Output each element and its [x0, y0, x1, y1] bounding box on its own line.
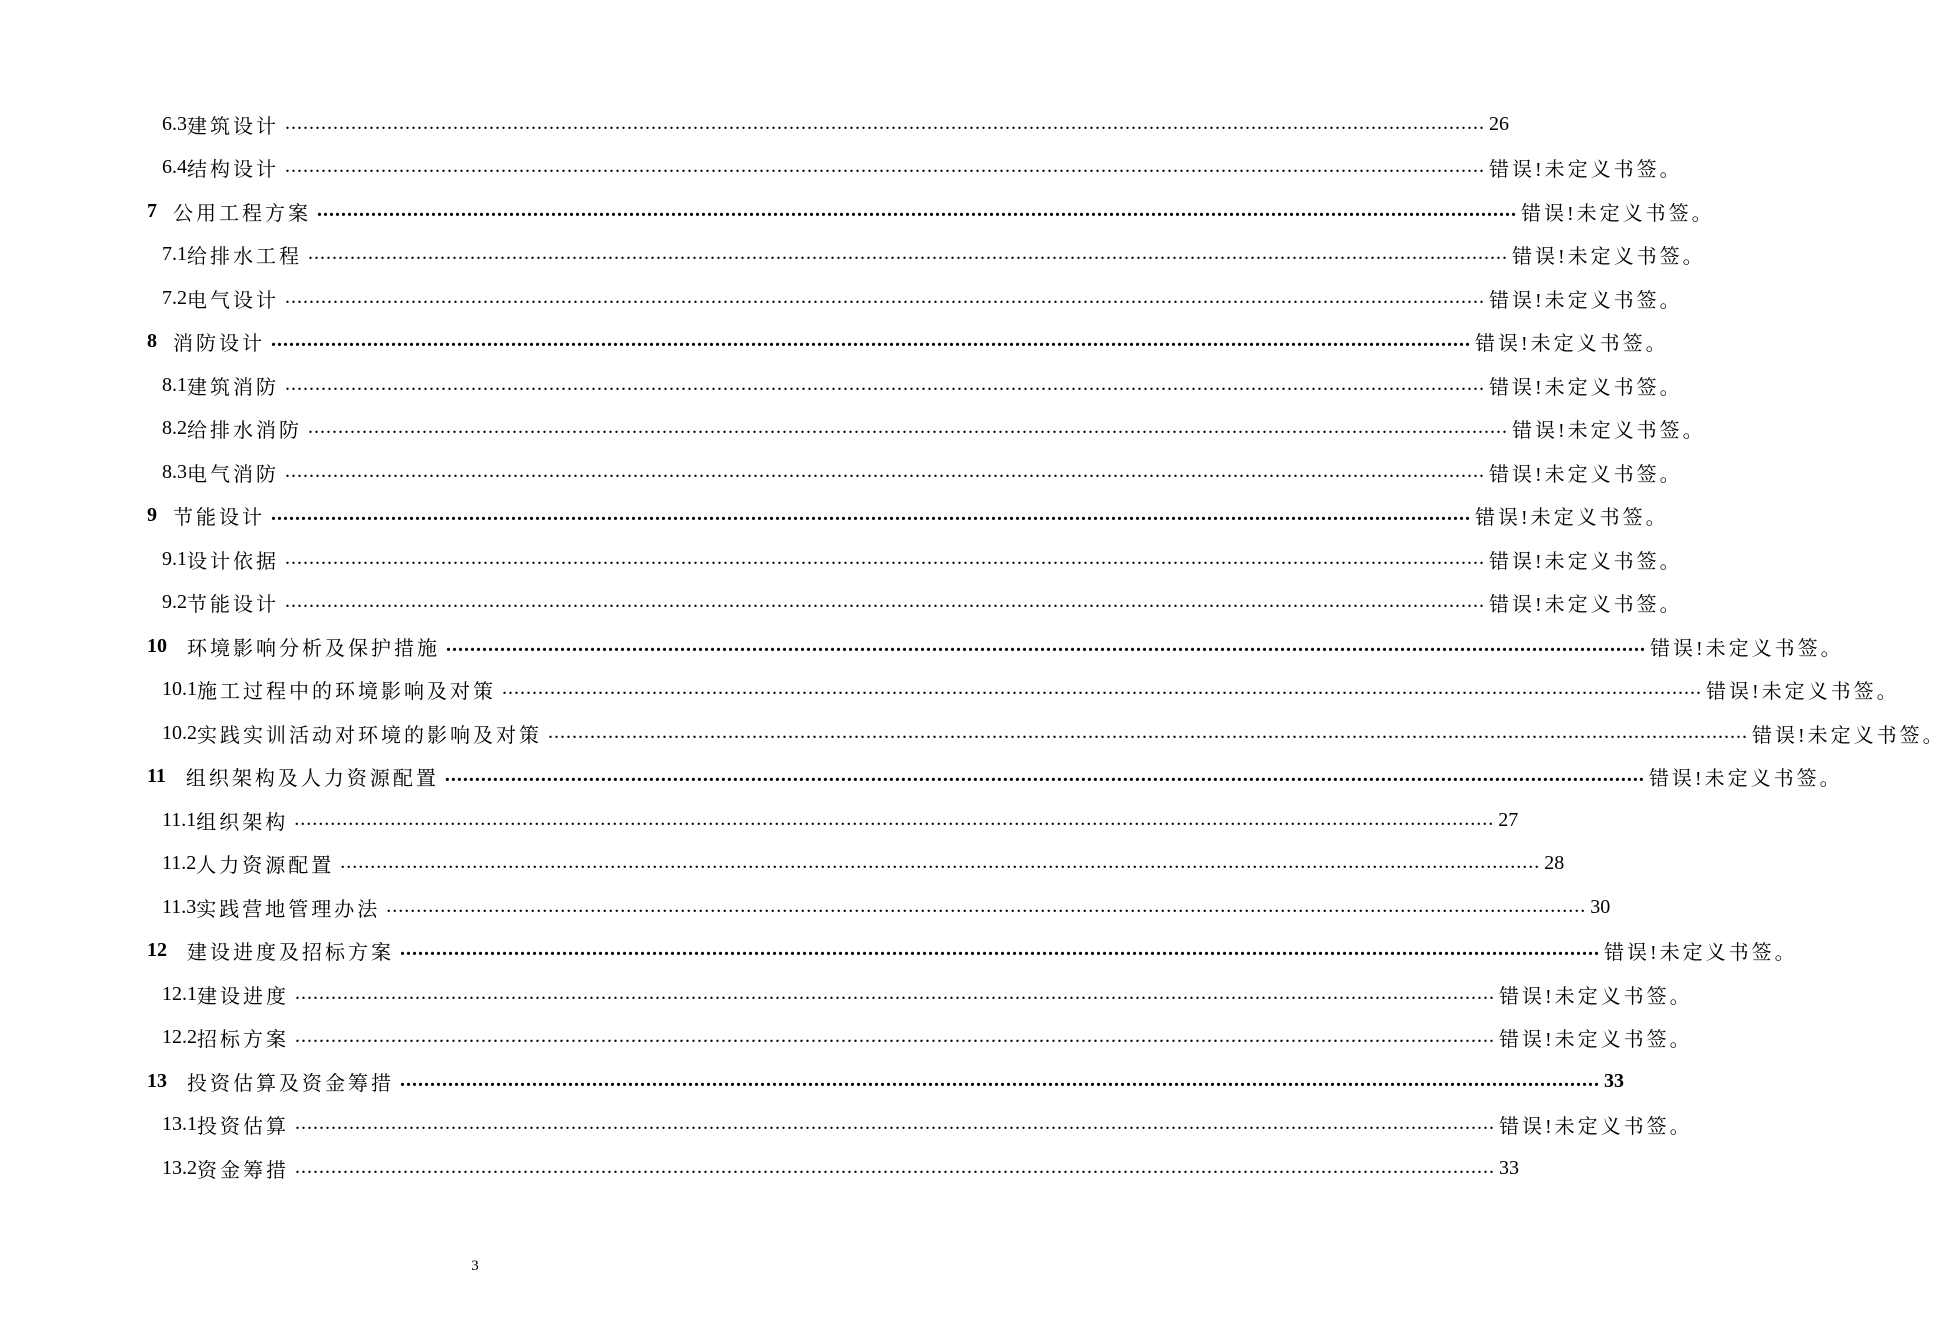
toc-entry[interactable] — [0, 626, 1844, 666]
toc-entry-number: 12 — [147, 939, 167, 961]
dot-leader: ........................................................................................................................................................................................................ — [285, 590, 1485, 612]
toc-entry-page: 错误!未定义书签。 — [1475, 333, 1669, 355]
dot-leader: ........................................................................................................................................................................................................ — [285, 111, 1485, 134]
dot-leader: ........................................................................................................................................................................................................ — [285, 285, 1485, 308]
toc-entry-title: 建筑消防 — [187, 376, 279, 399]
toc-entry-page: 错误!未定义书签。 — [1648, 768, 1843, 790]
toc-entry-number: 9.2 — [162, 591, 187, 613]
toc-entry-page: 错误!未定义书签。 — [1475, 507, 1669, 529]
toc-entry[interactable] — [0, 1148, 1519, 1188]
toc-entry-page: 错误!未定义书签。 — [1499, 1029, 1693, 1051]
toc-entry-number: 10.2 — [162, 721, 197, 744]
toc-entry-page: 错误!未定义书签。 — [1706, 681, 1900, 703]
toc-entry-title: 建设进度及招标方案 — [187, 942, 394, 964]
dot-leader: ........................................................................................................................................................................................................ — [285, 372, 1485, 395]
toc-entry-number: 10.1 — [162, 678, 197, 700]
toc-entry-number: 12.1 — [162, 982, 197, 1005]
dot-leader: ........................................................................................................................................................................................................ — [295, 1155, 1495, 1178]
dot-leader: ........................................................................................................................................................................................................ — [285, 459, 1485, 482]
toc-entry[interactable] — [0, 496, 1669, 536]
toc-entry-title: 给排水消防 — [187, 420, 302, 442]
toc-entry-title: 电气设计 — [187, 289, 279, 312]
toc-entry-page: 27 — [1498, 808, 1519, 831]
dot-leader: ........................................................................................................................................................................................................ — [386, 894, 1587, 917]
toc-entry-title: 结构设计 — [187, 159, 279, 181]
toc-entry-number: 13 — [147, 1069, 167, 1092]
toc-entry-page: 错误!未定义书签。 — [1521, 202, 1715, 225]
toc-entry-number: 6.3 — [162, 112, 187, 135]
toc-entry-number: 13.2 — [162, 1156, 197, 1179]
toc-entry[interactable] — [0, 104, 1509, 144]
toc-entry[interactable] — [0, 1105, 1693, 1145]
toc-entry-title: 投资估算 — [197, 1116, 289, 1138]
toc-entry-title: 资金筹措 — [197, 1159, 289, 1182]
toc-entry-page: 错误!未定义书签。 — [1489, 550, 1683, 573]
toc-entry[interactable] — [0, 844, 1565, 884]
toc-entry-page: 错误!未定义书签。 — [1650, 637, 1844, 660]
toc-entry-title: 电气消防 — [187, 463, 279, 486]
toc-entry[interactable] — [0, 931, 1798, 971]
dot-leader: ........................................................................................................................................................................................................ — [400, 938, 1600, 960]
dot-leader: ........................................................................................................................................................................................................ — [548, 720, 1748, 743]
toc-entry-page: 30 — [1590, 895, 1611, 918]
toc-entry-title: 组织架构 — [196, 811, 289, 834]
toc-entry-number: 9.1 — [162, 547, 187, 570]
toc-entry[interactable] — [0, 670, 1900, 710]
toc-entry[interactable] — [0, 974, 1693, 1014]
toc-entry-title: 消防设计 — [173, 333, 265, 355]
dot-leader: ........................................................................................................................................................................................................ — [400, 1068, 1600, 1091]
toc-entry[interactable] — [0, 539, 1683, 579]
toc-entry-title: 施工过程中的环境影响及对策 — [197, 681, 496, 703]
toc-entry[interactable] — [0, 583, 1683, 623]
toc-entry-number: 12.2 — [162, 1026, 197, 1048]
toc-entry-title: 实践实训活动对环境的影响及对策 — [197, 724, 542, 747]
toc-entry-number: 7 — [147, 199, 157, 222]
toc-entry-title: 设计依据 — [187, 550, 279, 573]
toc-entry-number: 13.1 — [162, 1113, 197, 1135]
dot-leader: ........................................................................................................................................................................................................ — [285, 546, 1485, 569]
toc-entry-page: 错误!未定义书签。 — [1489, 376, 1683, 399]
toc-entry-page: 错误!未定义书签。 — [1752, 724, 1946, 747]
toc-entry-number: 8 — [147, 330, 157, 352]
toc-entry[interactable] — [0, 887, 1611, 927]
toc-entry-number: 10 — [147, 634, 167, 657]
dot-leader: ........................................................................................................................................................................................................ — [295, 981, 1495, 1004]
toc-entry-title: 建筑设计 — [187, 115, 279, 138]
toc-entry-title: 人力资源配置 — [196, 855, 335, 877]
toc-entry-page: 错误!未定义书签。 — [1489, 594, 1683, 616]
dot-leader: ........................................................................................................................................................................................................ — [317, 198, 1517, 221]
toc-entry-page: 错误!未定义书签。 — [1489, 289, 1683, 312]
toc-entry[interactable] — [0, 452, 1683, 492]
page-number: 3 — [471, 1258, 479, 1274]
toc-entry-number: 8.3 — [162, 460, 187, 483]
toc-entry[interactable] — [0, 365, 1683, 405]
dot-leader: ........................................................................................................................................................................................................ — [295, 1112, 1495, 1134]
toc-entry-title: 环境影响分析及保护措施 — [187, 637, 440, 660]
toc-entry-title: 公用工程方案 — [173, 202, 311, 225]
toc-entry-number: 8.1 — [162, 373, 187, 396]
toc-entry-page: 26 — [1489, 112, 1509, 135]
toc-entry[interactable] — [0, 191, 1715, 231]
dot-leader: ........................................................................................................................................................................................................ — [285, 155, 1485, 177]
toc-entry[interactable] — [0, 322, 1669, 362]
toc-entry[interactable] — [0, 148, 1683, 188]
toc-entry-title: 组织架构及人力资源配置 — [185, 768, 439, 790]
toc-entry[interactable] — [0, 757, 1843, 797]
toc-entry[interactable] — [0, 1018, 1693, 1058]
toc-entry-number: 11.3 — [162, 895, 197, 918]
toc-entry[interactable] — [0, 409, 1706, 449]
toc-entry-number: 11.1 — [162, 808, 197, 831]
toc-entry-number: 7.2 — [162, 286, 187, 309]
toc-entry[interactable] — [0, 235, 1706, 275]
toc-entry-title: 节能设计 — [187, 594, 279, 616]
dot-leader: ........................................................................................................................................................................................................ — [294, 807, 1495, 830]
dot-leader: ........................................................................................................................................................................................................ — [295, 1025, 1495, 1047]
toc-entry-title: 实践营地管理办法 — [196, 898, 381, 921]
dot-leader: ........................................................................................................................................................................................................ — [308, 416, 1508, 438]
toc-entry-page: 错误!未定义书签。 — [1489, 463, 1683, 486]
toc-entry-page: 错误!未定义书签。 — [1499, 1116, 1693, 1138]
toc-entry-page: 错误!未定义书签。 — [1489, 159, 1683, 181]
toc-entry-number: 11 — [147, 765, 166, 787]
toc-entry[interactable] — [0, 1061, 1624, 1101]
toc-entry-number: 6.4 — [162, 156, 187, 178]
toc-entry-title: 建设进度 — [197, 985, 289, 1008]
toc-entry[interactable] — [0, 713, 1946, 753]
dot-leader: ........................................................................................................................................................................................................ — [502, 677, 1702, 699]
toc-entry-page: 33 — [1604, 1069, 1624, 1092]
dot-leader: ........................................................................................................................................................................................................ — [271, 329, 1471, 351]
dot-leader: ........................................................................................................................................................................................................ — [340, 851, 1541, 873]
toc-entry-title: 给排水工程 — [187, 246, 302, 268]
toc-entry-page: 错误!未定义书签。 — [1499, 985, 1693, 1008]
toc-entry[interactable] — [0, 800, 1519, 840]
toc-entry-title: 节能设计 — [173, 507, 265, 529]
toc-entry-number: 11.2 — [162, 852, 197, 874]
toc-entry-number: 9 — [147, 504, 157, 526]
dot-leader: ........................................................................................................................................................................................................ — [446, 633, 1646, 656]
toc-entry-page: 33 — [1499, 1156, 1519, 1179]
toc-entry-page: 错误!未定义书签。 — [1512, 420, 1706, 442]
toc-entry-page: 错误!未定义书签。 — [1512, 246, 1706, 268]
toc-entry-page: 28 — [1544, 852, 1565, 874]
dot-leader: ........................................................................................................................................................................................................ — [444, 764, 1645, 786]
toc-entry-title: 招标方案 — [197, 1029, 289, 1051]
toc-entry-number: 7.1 — [162, 243, 187, 265]
toc-entry-page: 错误!未定义书签。 — [1604, 942, 1798, 964]
dot-leader: ........................................................................................................................................................................................................ — [271, 503, 1471, 525]
dot-leader: ........................................................................................................................................................................................................ — [308, 242, 1508, 264]
toc-entry[interactable] — [0, 278, 1683, 318]
toc-entry-title: 投资估算及资金筹措 — [187, 1072, 394, 1095]
toc-entry-number: 8.2 — [162, 417, 187, 439]
